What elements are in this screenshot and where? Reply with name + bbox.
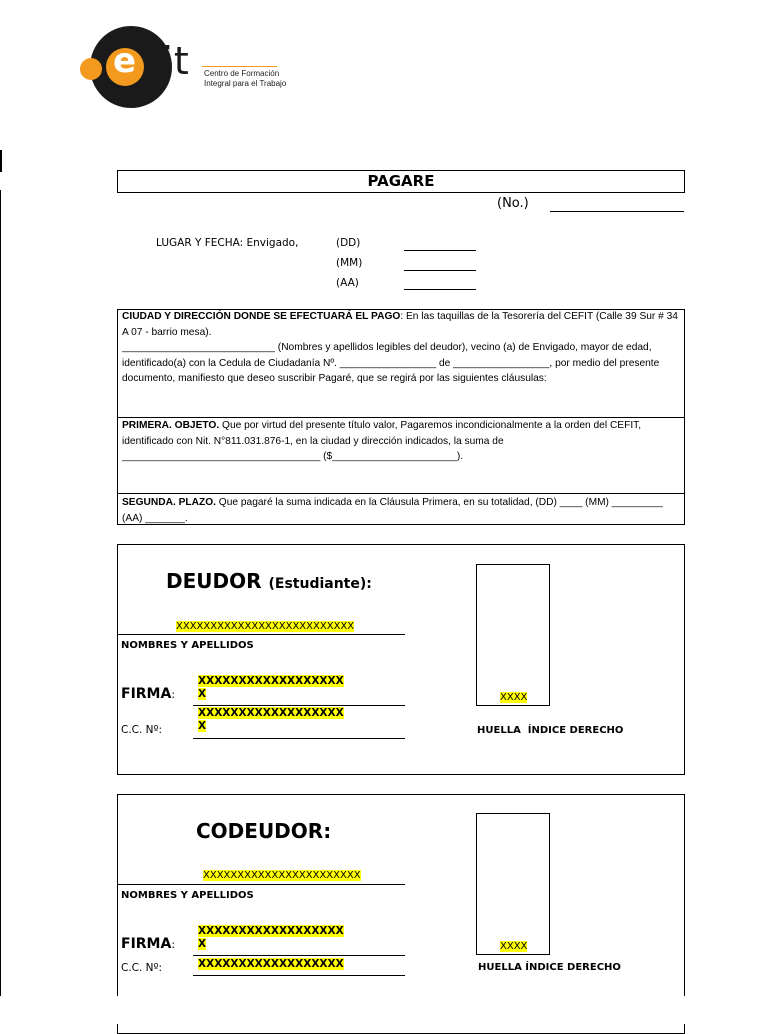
debtor-name-highlight: XXXXXXXXXXXXXXXXXXXXXXXXXX [176,621,355,632]
debtor-firma-colon: : [171,688,176,701]
debtor-name-label: NOMBRES Y APELLIDOS [121,640,254,651]
first-clause-text: Que por virtud del presente título valor, Pagaremos incondicionalmente a la orden del CEFIT, identificado con Nit. N°811.031.876-1, en la ciudad y dirección indicados, la suma de ___________________________________ ($______________________). [122,420,642,462]
debtor-firma-text: FIRMA [121,686,172,702]
codebtor-name-label: NOMBRES Y APELLIDOS [121,890,254,901]
codebtor-name-highlight: XXXXXXXXXXXXXXXXXXXXXXX [203,870,361,881]
date-mm-line [404,270,476,271]
payment-place-heading: CIUDAD Y DIRECCIÓN DONDE SE EFECTUARÁ EL PAGO [122,311,401,322]
codebtor-thumb-value [500,940,527,953]
first-clause-heading: PRIMERA. OBJETO. [122,420,220,431]
logo-tagline-line-2: Integral para el Trabajo [204,79,287,88]
codebtor-name-line [118,884,405,885]
page-title: PAGARE [367,172,435,190]
codebtor-thumb-label: HUELLA ÍNDICE DERECHO [478,962,621,973]
codebtor-cc-value-1: XXXXXXXXXXXXXXXXXX [198,958,344,970]
cefit-logo [80,24,290,112]
debtor-title-text: DEUDOR [166,569,262,593]
codebtor-firma-colon: : [171,938,176,951]
date-aa-line [404,289,476,290]
second-clause [118,495,684,526]
codebtor-thumbprint-box [476,813,550,955]
date-aa-label: (AA) [336,277,359,289]
second-clause-text: Que pagaré la suma indicada en la Cláusula Primera, en su totalidad, (DD) ____ (MM) _________ (AA) _______. [122,497,663,524]
debtor-name-line [118,634,405,635]
codebtor-firma-value [198,925,344,951]
date-dd-line [404,250,476,251]
debtor-cc-value-1: XXXXXXXXXXXXXXXXXX [198,707,344,719]
debtor-declaration-text: ___________________________ (Nombres y apellidos legibles del deudor), vecino (a) de Envigado, mayor de edad, identificado(a) con la Cedula de Ciudadanía Nº. _________________ de _________________, por medio del presente documento, manifiesto que deseo suscribir Pagaré, que se regirá por las siguientes cláusulas: [122,342,660,384]
codebtor-thumb-highlight: XXXX [500,941,528,952]
debtor-thumbprint-box [476,564,550,706]
number-label: (No.) [497,196,529,211]
codebtor-cc-label: C.C. Nº: [121,962,163,974]
logo-orange-dot [80,58,102,80]
second-clause-heading: SEGUNDA. PLAZO. [122,497,216,508]
codebtor-cc-value [198,958,344,971]
codebtor-firma-line [193,955,405,956]
codebtor-firma-label [121,936,175,952]
debtor-firma-line [193,705,405,706]
logo-tagline-line-1: Centro de Formación [204,69,280,78]
debtor-firma-value-1: XXXXXXXXXXXXXXXXXX [198,675,344,687]
debtor-firma-label [121,686,175,702]
debtor-title [166,569,372,593]
debtor-name-value [176,620,354,633]
debtor-firma-value [198,675,344,701]
page-bottom-cutoff [0,996,768,1024]
debtor-declaration [118,340,684,387]
date-mm-label: (MM) [336,257,363,269]
debtor-cc-line [193,738,405,739]
codebtor-firma-value-2: X [198,938,207,950]
debtor-subtitle: (Estudiante): [268,576,372,592]
codebtor-name-value [203,869,361,882]
codebtor-firma-text: FIRMA [121,936,172,952]
codebtor-firma-value-1: XXXXXXXXXXXXXXXXXX [198,925,344,937]
first-clause [118,418,684,465]
debtor-cc-value-2: X [198,720,207,732]
clauses-divider-2 [117,493,685,494]
page-edge-mark-top [0,150,2,172]
payment-place-text: : En las taquillas de la Tesorería del CEFIT (Calle 39 Sur # 34 A 07 - barrio mesa). [122,311,678,338]
debtor-cc-label: C.C. Nº: [121,724,163,736]
logo-rule [202,66,277,67]
payment-place-clause [118,309,684,340]
logo-tagline [204,69,286,89]
number-line [550,211,684,212]
logo-fit-text: fit [148,39,190,83]
place-date-label: LUGAR Y FECHA: Envigado, [156,237,299,249]
logo-e-letter: e [113,41,137,81]
debtor-firma-value-2: X [198,688,207,700]
codebtor-title: CODEUDOR: [196,819,332,843]
codebtor-cc-line [193,975,405,976]
debtor-thumb-highlight: XXXX [500,692,528,703]
date-dd-label: (DD) [336,237,361,249]
debtor-thumb-label: HUELLA ÍNDICE DERECHO [477,725,624,736]
debtor-thumb-value [500,691,527,704]
page-edge-mark-left [0,190,1,996]
debtor-cc-value [198,707,344,733]
